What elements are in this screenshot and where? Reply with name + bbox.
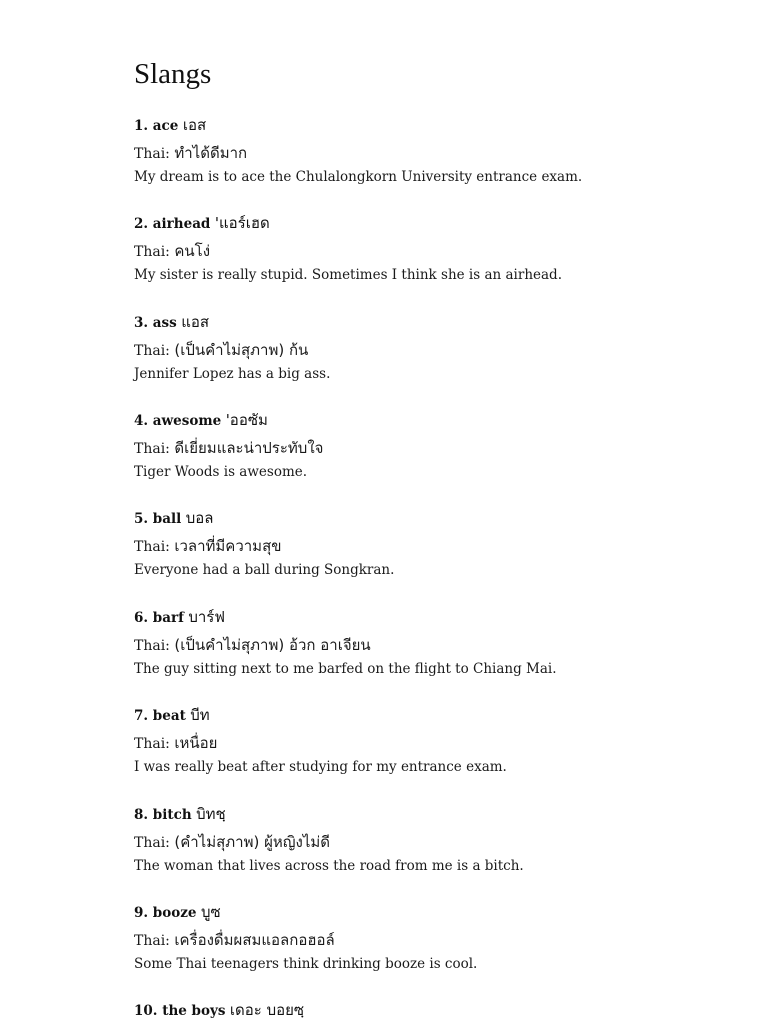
entry-term: awesome <box>152 413 222 429</box>
thai-label: Thai: <box>134 638 170 654</box>
entry-thai-line <box>134 929 335 951</box>
entry-example: The woman that lives across the road from me is a bitch. <box>134 858 524 874</box>
thai-label: Thai: <box>134 933 170 949</box>
entry-number: 8. <box>134 807 149 823</box>
entry-number: 3. <box>134 315 149 331</box>
entry-term: barf <box>152 610 184 626</box>
entry-pronunciation: เดอะ บอยซฺ <box>229 1001 305 1019</box>
thai-meaning: เวลาที่มีความสุข <box>174 537 282 555</box>
entry-pronunciation: แอส <box>181 313 210 331</box>
thai-label: Thai: <box>134 441 170 457</box>
entry-heading <box>134 902 221 922</box>
entry-example: The guy sitting next to me barfed on the flight to Chiang Mai. <box>134 661 557 677</box>
entry-number: 1. <box>134 118 149 134</box>
entry-thai-line <box>134 240 210 262</box>
entry-pronunciation: บีท <box>190 706 210 724</box>
thai-meaning: (คำไม่สุภาพ) ผู้หญิงไม่ดี <box>174 833 331 851</box>
entry-example: Everyone had a ball during Songkran. <box>134 562 395 578</box>
entry-term: bitch <box>152 807 192 823</box>
entry-heading <box>134 705 210 725</box>
entry-example: My dream is to ace the Chulalongkorn University entrance exam. <box>134 169 583 185</box>
entry-number: 10. <box>134 1003 158 1019</box>
entry-pronunciation: 'แอร์เฮด <box>214 214 270 232</box>
entry-thai-line <box>134 732 217 754</box>
entry-heading <box>134 115 206 135</box>
entry-thai-line <box>134 634 371 656</box>
entry-term: airhead <box>152 216 211 232</box>
thai-label: Thai: <box>134 146 170 162</box>
thai-label: Thai: <box>134 736 170 752</box>
entry-example: I was really beat after studying for my entrance exam. <box>134 759 507 775</box>
entry-term: ass <box>152 315 177 331</box>
entry-pronunciation: บอล <box>185 509 214 527</box>
thai-meaning: (เป็นคำไม่สุภาพ) อ้วก อาเจียน <box>174 636 371 654</box>
entry-heading <box>134 312 209 332</box>
entry-term: booze <box>152 905 197 921</box>
entry-heading <box>134 1000 304 1020</box>
entry-pronunciation: เอส <box>182 116 207 134</box>
entry-number: 6. <box>134 610 149 626</box>
entry-thai-line <box>134 535 281 557</box>
entry-example: Some Thai teenagers think drinking booze is cool. <box>134 956 478 972</box>
entry-pronunciation: บาร์ฟ <box>188 608 225 626</box>
entry-thai-line <box>134 142 247 164</box>
thai-meaning: (เป็นคำไม่สุภาพ) ก้น <box>174 341 309 359</box>
entry-term: ace <box>152 118 179 134</box>
entry-example: Jennifer Lopez has a big ass. <box>134 366 331 382</box>
thai-label: Thai: <box>134 244 170 260</box>
entry-pronunciation: บิทชฺ <box>196 805 226 823</box>
thai-label: Thai: <box>134 343 170 359</box>
page-title: Slangs <box>134 58 212 90</box>
entry-number: 5. <box>134 511 149 527</box>
entry-heading <box>134 508 213 528</box>
entry-heading <box>134 607 225 627</box>
entry-term: beat <box>152 708 186 724</box>
entry-heading <box>134 410 268 430</box>
thai-meaning: ทำได้ดีมาก <box>174 144 248 162</box>
thai-meaning: ดีเยี่ยมและน่าประทับใจ <box>174 439 324 457</box>
thai-meaning: เหนื่อย <box>174 734 218 752</box>
entry-heading <box>134 213 270 233</box>
thai-meaning: คนโง่ <box>174 242 211 260</box>
entry-number: 4. <box>134 413 149 429</box>
entry-thai-line <box>134 831 330 853</box>
entry-number: 9. <box>134 905 149 921</box>
entry-term: ball <box>152 511 182 527</box>
entry-example: My sister is really stupid. Sometimes I think she is an airhead. <box>134 267 562 283</box>
thai-label: Thai: <box>134 835 170 851</box>
entry-number: 7. <box>134 708 149 724</box>
thai-meaning: เครื่องดื่มผสมแอลกอฮอล์ <box>174 931 335 949</box>
entry-heading <box>134 804 226 824</box>
entry-example: Tiger Woods is awesome. <box>134 464 308 480</box>
entry-pronunciation: 'ออซัม <box>225 411 268 429</box>
entry-pronunciation: บูซ <box>200 903 221 921</box>
entry-term: the boys <box>162 1003 226 1019</box>
entry-thai-line <box>134 339 308 361</box>
entry-thai-line <box>134 437 323 459</box>
thai-label: Thai: <box>134 539 170 555</box>
entry-number: 2. <box>134 216 149 232</box>
